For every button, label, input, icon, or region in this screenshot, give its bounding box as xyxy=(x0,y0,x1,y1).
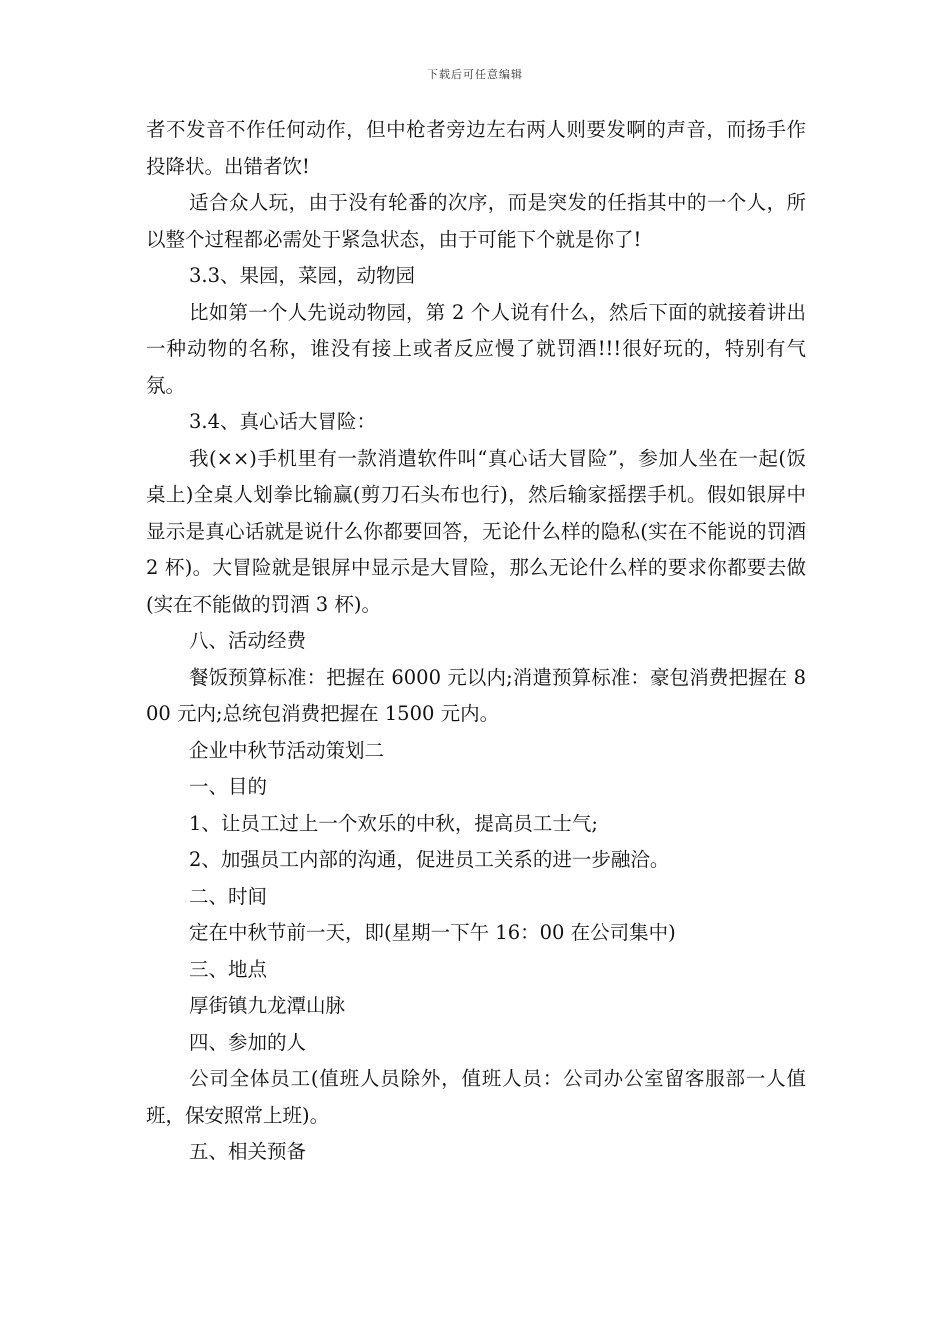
paragraph: 定在中秋节前一天，即(星期一下午 16：00 在公司集中) xyxy=(189,921,676,944)
paragraph: 适合众人玩，由于没有轮番的次序，而是突发的任指其中的一个人，所以整个过程都必需处于紧急状态，由于可能下个就是你了! xyxy=(146,191,806,251)
document-body xyxy=(146,112,806,1171)
list-item: 1、让员工过上一个欢乐的中秋，提高员工士气; xyxy=(189,811,598,835)
section-heading: 3.4、真心话大冒险： xyxy=(189,410,377,433)
paragraph: 者不发音不作任何动作，但中枪者旁边左右两人则要发啊的声音，而扬手作投降状。出错者饮! xyxy=(146,118,806,178)
document-title: 企业中秋节活动策划二 xyxy=(189,738,385,762)
section-heading: 八、活动经费 xyxy=(189,629,307,652)
section-heading: 四、参加的人 xyxy=(189,1030,307,1054)
section-heading: 五、相关预备 xyxy=(189,1140,307,1163)
section-heading: 一、目的 xyxy=(189,775,268,798)
page-header-note: 下载后可任意编辑 xyxy=(427,68,523,81)
section-heading: 三、地点 xyxy=(189,957,268,981)
section-heading: 3.3、果园，菜园，动物园 xyxy=(189,264,416,287)
section-heading: 二、时间 xyxy=(189,884,268,908)
list-item: 2、加强员工内部的沟通，促进员工关系的进一步融洽。 xyxy=(189,848,670,871)
paragraph: 比如第一个人先说动物园，第 2 个人说有什么，然后下面的就接着讲出一种动物的名称，谁没有接上或者反应慢了就罚酒!!!很好玩的，特别有气氛。 xyxy=(146,300,806,397)
paragraph: 餐饭预算标准：把握在 6000 元以内;消遣预算标准：豪包消费把握在 800 元内;总统包消费把握在 1500 元内。 xyxy=(146,665,806,725)
paragraph: 我(××)手机里有一款消遣软件叫“真心话大冒险”，参加人坐在一起(饭桌上)全桌人划拳比输赢(剪刀石头布也行)，然后输家摇摆手机。假如银屏中显示是真心话就是说什么你都要回答，无论什么样的隐私(实在不能说的罚酒 2 杯)。大冒险就是银屏中显示是大冒险，那么无论什么样的要求你都要去做(实在不能做的罚酒 3 杯)。 xyxy=(146,446,806,616)
paragraph: 公司全体员工(值班人员除外，值班人员：公司办公室留客服部一人值班，保安照常上班)。 xyxy=(146,1067,806,1127)
paragraph: 厚街镇九龙潭山脉 xyxy=(189,994,346,1017)
